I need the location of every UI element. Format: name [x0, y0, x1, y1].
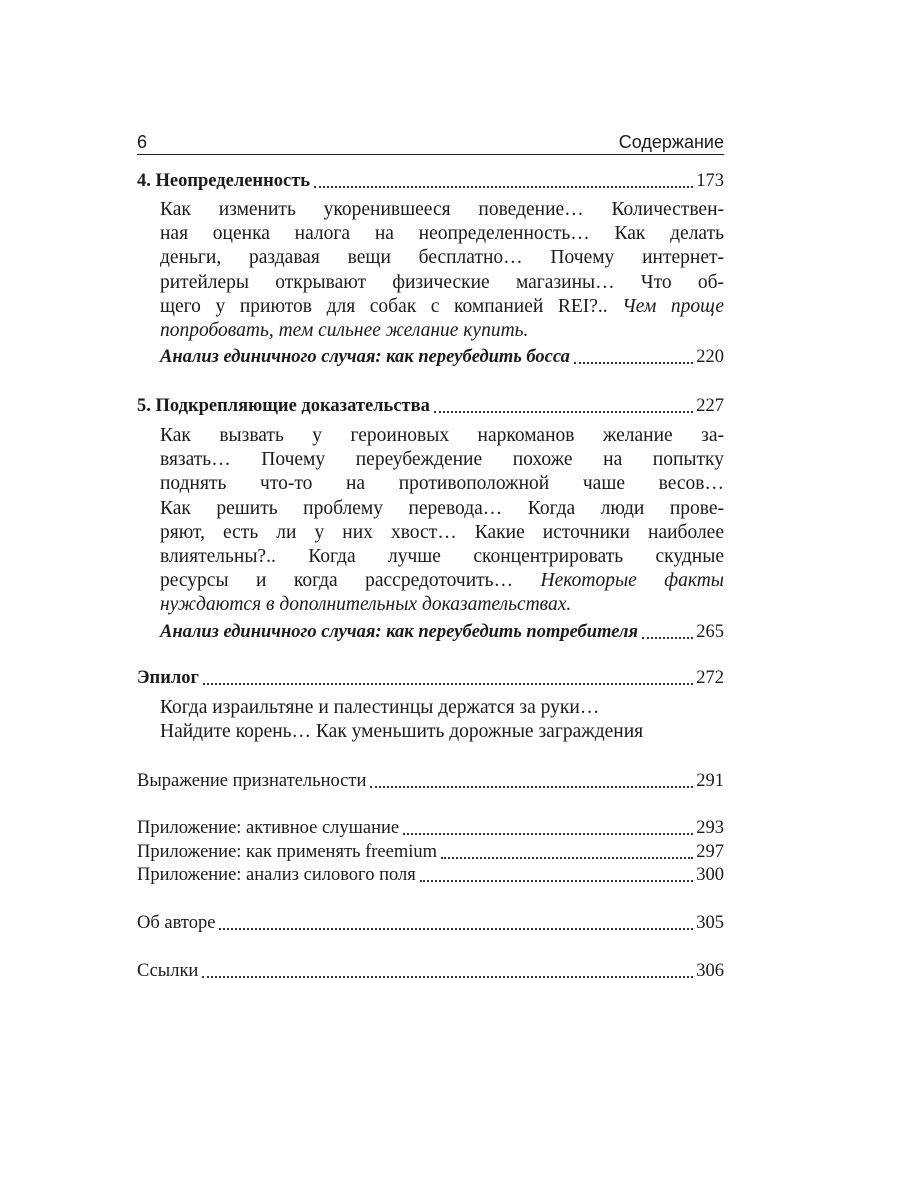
- entry-title: Выражение признательности: [137, 771, 367, 791]
- toc-entry-references[interactable]: [137, 958, 724, 984]
- dot-leader: [403, 832, 693, 835]
- toc-entry-acknowledgments[interactable]: [137, 768, 724, 794]
- page-ref: 291: [696, 771, 724, 791]
- toc-entry-appendix[interactable]: [137, 815, 724, 841]
- dot-leader: [642, 636, 693, 639]
- case-study-title: Анализ единичного случая: как переубедить потребителя: [160, 622, 638, 642]
- case-study-title: Анализ единичного случая: как переубедить босса: [160, 347, 570, 367]
- chapter-title: Эпилог: [137, 668, 199, 688]
- dot-leader: [203, 682, 693, 685]
- page-ref: 220: [696, 347, 724, 367]
- page-ref: 272: [696, 668, 724, 688]
- dot-leader: [441, 856, 693, 859]
- chapter-description: Когда израильтяне и палестинцы держатся за руки… Найдите корень… Как уменьшить дорожные заграждения: [160, 697, 644, 743]
- chapter-description: Как изменить укоренившееся поведение… Количествен- ная оценка налога на неопределенность… Как делать деньги, раздавая вещи бесплатно… Почему интернет- ритейлеры открывают физические магазины… Что об- щего у приютов для собак с компанией REI?.. Чем проще попробовать, тем сильнее желание купить.: [160, 199, 725, 341]
- page-ref: 227: [696, 396, 724, 416]
- dot-leader: [574, 361, 693, 364]
- dot-leader: [370, 785, 693, 788]
- entry-title: Приложение: как применять freemium: [137, 842, 438, 862]
- page-ref: 293: [696, 818, 724, 838]
- chapter-title: 5. Подкрепляющие доказательства: [137, 396, 430, 416]
- toc-entry-appendix[interactable]: [137, 862, 724, 888]
- entry-title: Приложение: активное слушание: [137, 818, 400, 838]
- dot-leader: [314, 185, 693, 188]
- running-header: [137, 130, 724, 155]
- entry-title: Об авторе: [137, 913, 216, 933]
- toc-entry-case-study[interactable]: [160, 619, 724, 645]
- chapter-title: 4. Неопределенность: [137, 171, 311, 191]
- entry-title: Приложение: анализ силового поля: [137, 865, 416, 885]
- page-ref: 297: [696, 842, 724, 862]
- page-ref: 306: [696, 961, 724, 981]
- toc-entry-chapter-5[interactable]: [137, 393, 724, 419]
- page-ref: 300: [696, 865, 724, 885]
- dot-leader: [219, 927, 693, 930]
- dot-leader: [202, 975, 693, 978]
- dot-leader: [434, 410, 693, 413]
- chapter-description: Как вызвать у героиновых наркоманов желание за- вязать… Почему переубеждение похоже на попытку поднять что-то на противоположной чаше весов… Как решить проблему перевода… Когда люди прове- ряют, есть ли у них хвост… Какие источники наиболее влиятельны?.. Когда лучше сконцентрировать скудные ресурсы и когда рассредоточить… Некоторые факты нуждаются в дополнительных доказательствах.: [160, 425, 724, 616]
- entry-title: Ссылки: [137, 961, 199, 981]
- toc-entry-about-author[interactable]: [137, 910, 724, 936]
- dot-leader: [420, 879, 694, 882]
- running-title: Содержание: [618, 132, 724, 152]
- page-ref: 305: [696, 913, 724, 933]
- toc-entry-chapter-4[interactable]: [137, 168, 724, 194]
- page-ref: 173: [696, 171, 724, 191]
- page-number: 6: [137, 132, 148, 152]
- page-ref: 265: [696, 622, 724, 642]
- toc-entry-epilogue[interactable]: [137, 665, 724, 691]
- toc-entry-case-study[interactable]: [160, 344, 724, 370]
